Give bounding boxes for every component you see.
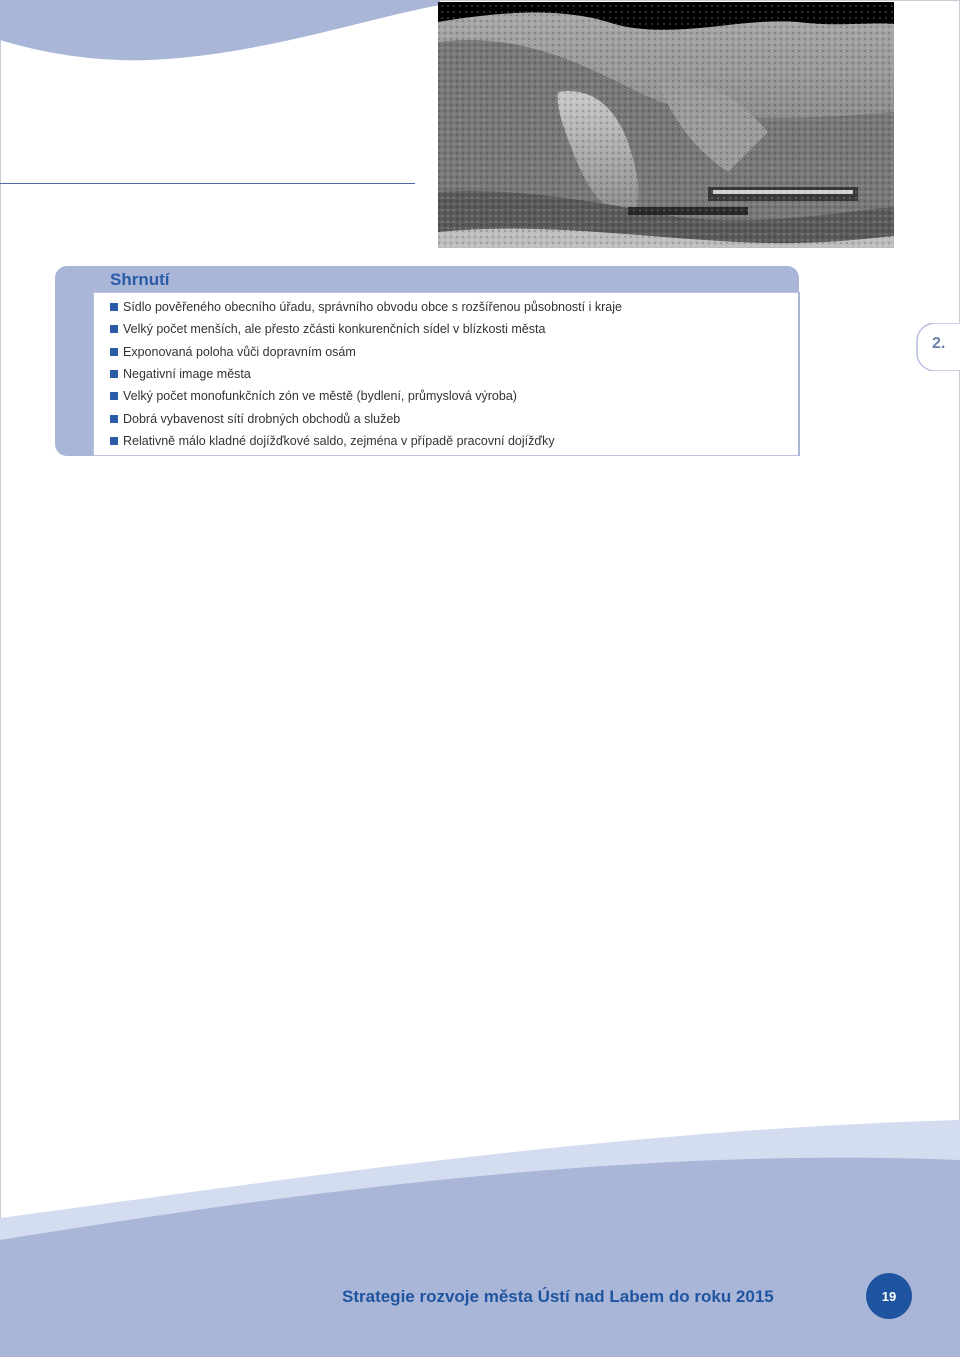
top-rule <box>0 183 415 184</box>
chapter-number: 2. <box>932 335 946 352</box>
landscape-photo <box>438 2 894 248</box>
list-item: Sídlo pověřeného obecního úřadu, správního obvodu obce s rozšířenou působností i kraje <box>110 296 622 318</box>
page-number: 19 <box>881 1288 897 1304</box>
square-bullet-icon <box>110 348 118 356</box>
footer-title: Strategie rozvoje města Ústí nad Labem do roku 2015 <box>342 1287 774 1306</box>
list-item: Velký počet menších, ale přesto zčásti konkurenčních sídel v blízkosti města <box>110 318 622 340</box>
list-item: Negativní image města <box>110 363 622 385</box>
bottom-wave-decoration <box>0 1110 960 1357</box>
square-bullet-icon <box>110 392 118 400</box>
square-bullet-icon <box>110 370 118 378</box>
top-wave-decoration <box>0 0 440 200</box>
square-bullet-icon <box>110 415 118 423</box>
summary-title: Shrnutí <box>110 270 170 289</box>
list-item: Relativně málo kladné dojížďkové saldo, zejména v případě pracovní dojížďky <box>110 430 622 452</box>
square-bullet-icon <box>110 325 118 333</box>
list-item: Exponovaná poloha vůči dopravním osám <box>110 341 622 363</box>
page-number-badge <box>866 1273 912 1319</box>
square-bullet-icon <box>110 303 118 311</box>
list-item: Velký počet monofunkčních zón ve městě (bydlení, průmyslová výroba) <box>110 385 622 407</box>
list-item: Dobrá vybavenost sítí drobných obchodů a služeb <box>110 407 622 429</box>
summary-list <box>110 296 622 452</box>
square-bullet-icon <box>110 437 118 445</box>
